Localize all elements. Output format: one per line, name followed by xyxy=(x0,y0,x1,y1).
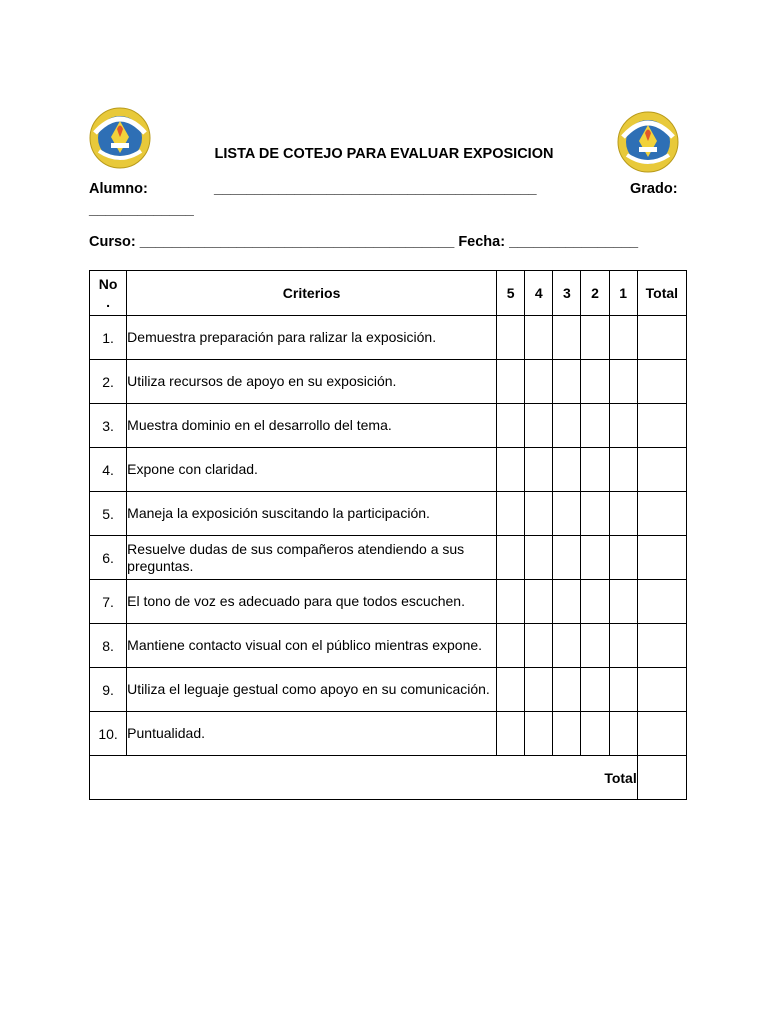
score-cell-5[interactable] xyxy=(497,316,525,360)
score-cell-4[interactable] xyxy=(525,580,553,624)
row-number: 8. xyxy=(90,624,127,668)
curso-label: Curso: xyxy=(89,234,136,250)
score-cell-4[interactable] xyxy=(525,316,553,360)
score-cell-3[interactable] xyxy=(553,316,581,360)
score-cell-5[interactable] xyxy=(497,448,525,492)
header-score-2: 2 xyxy=(581,271,609,316)
score-cell-2[interactable] xyxy=(581,536,609,580)
document-title: LISTA DE COTEJO PARA EVALUAR EXPOSICION xyxy=(214,146,554,162)
score-cell-3[interactable] xyxy=(553,492,581,536)
header-number-line2: . xyxy=(106,294,111,310)
score-cell-2[interactable] xyxy=(581,448,609,492)
footer-total-label: Total xyxy=(90,756,638,800)
row-number: 9. xyxy=(90,668,127,712)
score-cell-2[interactable] xyxy=(581,712,609,756)
score-cell-3[interactable] xyxy=(553,404,581,448)
row-number: 6. xyxy=(90,536,127,580)
score-cell-5[interactable] xyxy=(497,624,525,668)
table-row xyxy=(90,360,687,404)
criteria-table xyxy=(89,270,687,800)
score-cell-4[interactable] xyxy=(525,712,553,756)
row-criterio: Mantiene contacto visual con el público mientras expone. xyxy=(127,624,497,668)
score-cell-1[interactable] xyxy=(609,448,637,492)
table-row xyxy=(90,668,687,712)
row-total-cell[interactable] xyxy=(637,624,686,668)
row-number: 10. xyxy=(90,712,127,756)
score-cell-1[interactable] xyxy=(609,668,637,712)
grado-label: Grado: xyxy=(630,181,678,197)
table-footer-row xyxy=(90,756,687,800)
header-score-1: 1 xyxy=(609,271,637,316)
row-criterio: El tono de voz es adecuado para que todos escuchen. xyxy=(127,580,497,624)
header-score-3: 3 xyxy=(553,271,581,316)
row-total-cell[interactable] xyxy=(637,668,686,712)
grado-field[interactable]: _____________ xyxy=(89,202,194,218)
table-row xyxy=(90,580,687,624)
score-cell-2[interactable] xyxy=(581,624,609,668)
row-number: 2. xyxy=(90,360,127,404)
row-number: 5. xyxy=(90,492,127,536)
header-number xyxy=(90,271,127,316)
school-logo-right xyxy=(617,111,679,173)
row-total-cell[interactable] xyxy=(637,580,686,624)
score-cell-5[interactable] xyxy=(497,712,525,756)
header-score-4: 4 xyxy=(525,271,553,316)
row-number: 4. xyxy=(90,448,127,492)
table-row xyxy=(90,448,687,492)
score-cell-4[interactable] xyxy=(525,492,553,536)
score-cell-4[interactable] xyxy=(525,448,553,492)
alumno-field[interactable]: ________________________________________ xyxy=(214,181,537,197)
table-row xyxy=(90,712,687,756)
score-cell-3[interactable] xyxy=(553,448,581,492)
score-cell-2[interactable] xyxy=(581,316,609,360)
score-cell-2[interactable] xyxy=(581,668,609,712)
score-cell-5[interactable] xyxy=(497,668,525,712)
row-number: 7. xyxy=(90,580,127,624)
score-cell-4[interactable] xyxy=(525,536,553,580)
table-row xyxy=(90,404,687,448)
row-criterio: Resuelve dudas de sus compañeros atendiendo a sus preguntas. xyxy=(127,536,497,580)
row-criterio: Demuestra preparación para ralizar la exposición. xyxy=(127,316,497,360)
header-number-line1: No xyxy=(98,276,118,292)
score-cell-2[interactable] xyxy=(581,580,609,624)
score-cell-1[interactable] xyxy=(609,360,637,404)
score-cell-4[interactable] xyxy=(525,360,553,404)
curso-field[interactable]: _______________________________________ xyxy=(139,234,455,250)
score-cell-1[interactable] xyxy=(609,624,637,668)
table-row xyxy=(90,536,687,580)
alumno-label: Alumno: xyxy=(89,181,148,197)
curso-fecha-line xyxy=(89,234,638,250)
row-number: 3. xyxy=(90,404,127,448)
row-total-cell[interactable] xyxy=(637,536,686,580)
row-criterio: Utiliza recursos de apoyo en su exposición. xyxy=(127,360,497,404)
score-cell-3[interactable] xyxy=(553,536,581,580)
score-cell-5[interactable] xyxy=(497,580,525,624)
score-cell-3[interactable] xyxy=(553,360,581,404)
score-cell-4[interactable] xyxy=(525,668,553,712)
score-cell-5[interactable] xyxy=(497,360,525,404)
row-total-cell[interactable] xyxy=(637,360,686,404)
row-criterio: Maneja la exposición suscitando la participación. xyxy=(127,492,497,536)
score-cell-3[interactable] xyxy=(553,712,581,756)
row-criterio: Muestra dominio en el desarrollo del tema. xyxy=(127,404,497,448)
fecha-field[interactable]: ________________ xyxy=(509,234,639,250)
row-total-cell[interactable] xyxy=(637,404,686,448)
score-cell-3[interactable] xyxy=(553,668,581,712)
score-cell-1[interactable] xyxy=(609,712,637,756)
row-number: 1. xyxy=(90,316,127,360)
score-cell-4[interactable] xyxy=(525,404,553,448)
score-cell-1[interactable] xyxy=(609,316,637,360)
score-cell-5[interactable] xyxy=(497,492,525,536)
header-criterios: Criterios xyxy=(127,271,497,316)
row-criterio: Puntualidad. xyxy=(127,712,497,756)
row-total-cell[interactable] xyxy=(637,712,686,756)
table-row xyxy=(90,624,687,668)
score-cell-4[interactable] xyxy=(525,624,553,668)
score-cell-1[interactable] xyxy=(609,404,637,448)
header-total: Total xyxy=(637,271,686,316)
footer-total-cell[interactable] xyxy=(637,756,686,800)
header-score-5: 5 xyxy=(497,271,525,316)
score-cell-5[interactable] xyxy=(497,404,525,448)
score-cell-1[interactable] xyxy=(609,536,637,580)
row-total-cell[interactable] xyxy=(637,492,686,536)
score-cell-1[interactable] xyxy=(609,580,637,624)
score-cell-3[interactable] xyxy=(553,580,581,624)
score-cell-2[interactable] xyxy=(581,360,609,404)
table-row xyxy=(90,316,687,360)
table-header-row xyxy=(90,271,687,316)
row-criterio: Utiliza el leguaje gestual como apoyo en su comunicación. xyxy=(127,668,497,712)
fecha-label: Fecha: xyxy=(458,234,506,250)
score-cell-2[interactable] xyxy=(581,404,609,448)
score-cell-1[interactable] xyxy=(609,492,637,536)
row-criterio: Expone con claridad. xyxy=(127,448,497,492)
row-total-cell[interactable] xyxy=(637,448,686,492)
score-cell-3[interactable] xyxy=(553,624,581,668)
score-cell-2[interactable] xyxy=(581,492,609,536)
score-cell-5[interactable] xyxy=(497,536,525,580)
row-total-cell[interactable] xyxy=(637,316,686,360)
table-row xyxy=(90,492,687,536)
